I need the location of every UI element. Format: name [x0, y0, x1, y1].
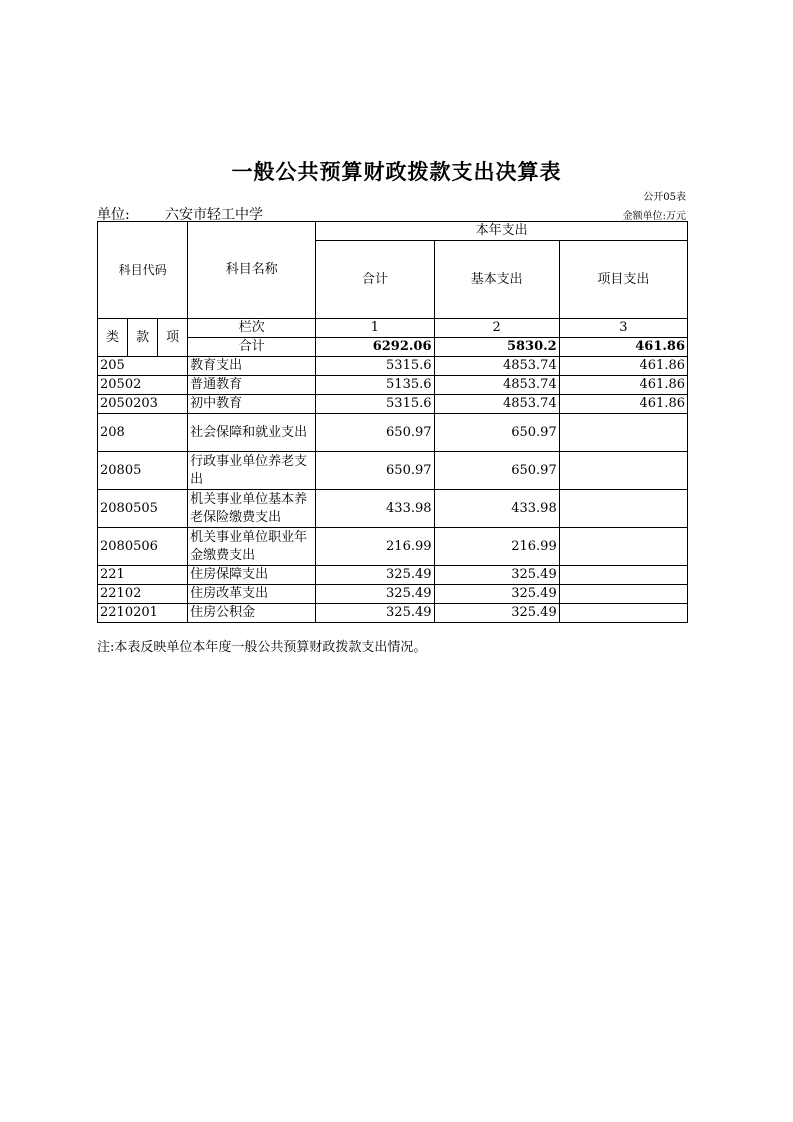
row-basic: 4853.74: [434, 395, 559, 414]
row-basic: 433.98: [434, 490, 559, 528]
table-row: [98, 376, 688, 395]
sum-total: 6292.06: [316, 338, 434, 357]
header-year-expense: 本年支出: [316, 222, 688, 241]
header-basic: 基本支出: [434, 241, 559, 319]
row-basic: 325.49: [434, 566, 559, 585]
footnote: 注:本表反映单位本年度一般公共预算财政拨款支出情况。: [97, 640, 427, 655]
row-project: 461.86: [559, 357, 687, 376]
row-project: [559, 452, 687, 490]
row-basic: 325.49: [434, 585, 559, 604]
amount-unit: 金额单位:万元: [622, 211, 686, 222]
row-code: 2080506: [98, 528, 188, 566]
row-basic: 4853.74: [434, 376, 559, 395]
row-name: 行政事业单位养老支出: [188, 452, 316, 490]
row-project: [559, 414, 687, 452]
table-row: [98, 528, 688, 566]
row-basic: 325.49: [434, 604, 559, 623]
header-project: 项目支出: [559, 241, 687, 319]
header-code: 科目代码: [98, 222, 188, 319]
row-name: 住房改革支出: [188, 585, 316, 604]
row-project: [559, 604, 687, 623]
row-code: 20502: [98, 376, 188, 395]
header-name: 科目名称: [188, 222, 316, 319]
header-xiang: 项: [158, 319, 188, 357]
row-code: 2210201: [98, 604, 188, 623]
row-name: 机关事业单位基本养老保险缴费支出: [188, 490, 316, 528]
row-total: 325.49: [316, 585, 434, 604]
row-name: 机关事业单位职业年金缴费支出: [188, 528, 316, 566]
row-project: 461.86: [559, 395, 687, 414]
row-code: 205: [98, 357, 188, 376]
header-col-2: 2: [434, 319, 559, 338]
table-row: [98, 395, 688, 414]
sum-label: 合计: [188, 338, 316, 357]
row-basic: 650.97: [434, 414, 559, 452]
table-row: [98, 585, 688, 604]
sum-project: 461.86: [559, 338, 687, 357]
table-row: [98, 414, 688, 452]
row-total: 325.49: [316, 604, 434, 623]
form-number: 公开05表: [643, 192, 686, 203]
row-name: 教育支出: [188, 357, 316, 376]
row-project: [559, 528, 687, 566]
table-row: [98, 604, 688, 623]
row-code: 208: [98, 414, 188, 452]
expenditure-table: [97, 221, 688, 623]
header-col-1: 1: [316, 319, 434, 338]
header-lei: 类: [98, 319, 128, 357]
table-row: [98, 566, 688, 585]
row-total: 433.98: [316, 490, 434, 528]
row-name: 住房保障支出: [188, 566, 316, 585]
row-total: 5315.6: [316, 395, 434, 414]
unit-label: 单位:: [97, 207, 130, 223]
table-row: [98, 490, 688, 528]
row-total: 650.97: [316, 414, 434, 452]
row-code: 20805: [98, 452, 188, 490]
row-code: 2080505: [98, 490, 188, 528]
unit-name: 六安市轻工中学: [165, 207, 263, 223]
row-basic: 650.97: [434, 452, 559, 490]
header-col-3: 3: [559, 319, 687, 338]
row-name: 初中教育: [188, 395, 316, 414]
row-basic: 216.99: [434, 528, 559, 566]
header-kuan: 款: [128, 319, 158, 357]
row-code: 2050203: [98, 395, 188, 414]
page-title: 一般公共预算财政拨款支出决算表: [231, 160, 562, 184]
row-name: 普通教育: [188, 376, 316, 395]
sum-basic: 5830.2: [434, 338, 559, 357]
row-project: [559, 490, 687, 528]
header-column-no: 栏次: [188, 319, 316, 338]
row-total: 5135.6: [316, 376, 434, 395]
row-basic: 4853.74: [434, 357, 559, 376]
row-project: 461.86: [559, 376, 687, 395]
row-project: [559, 585, 687, 604]
row-total: 216.99: [316, 528, 434, 566]
row-total: 325.49: [316, 566, 434, 585]
row-code: 22102: [98, 585, 188, 604]
row-code: 221: [98, 566, 188, 585]
row-name: 住房公积金: [188, 604, 316, 623]
row-total: 650.97: [316, 452, 434, 490]
row-total: 5315.6: [316, 357, 434, 376]
row-name: 社会保障和就业支出: [188, 414, 316, 452]
table-row: [98, 452, 688, 490]
row-project: [559, 566, 687, 585]
header-total: 合计: [316, 241, 434, 319]
table-row: [98, 357, 688, 376]
